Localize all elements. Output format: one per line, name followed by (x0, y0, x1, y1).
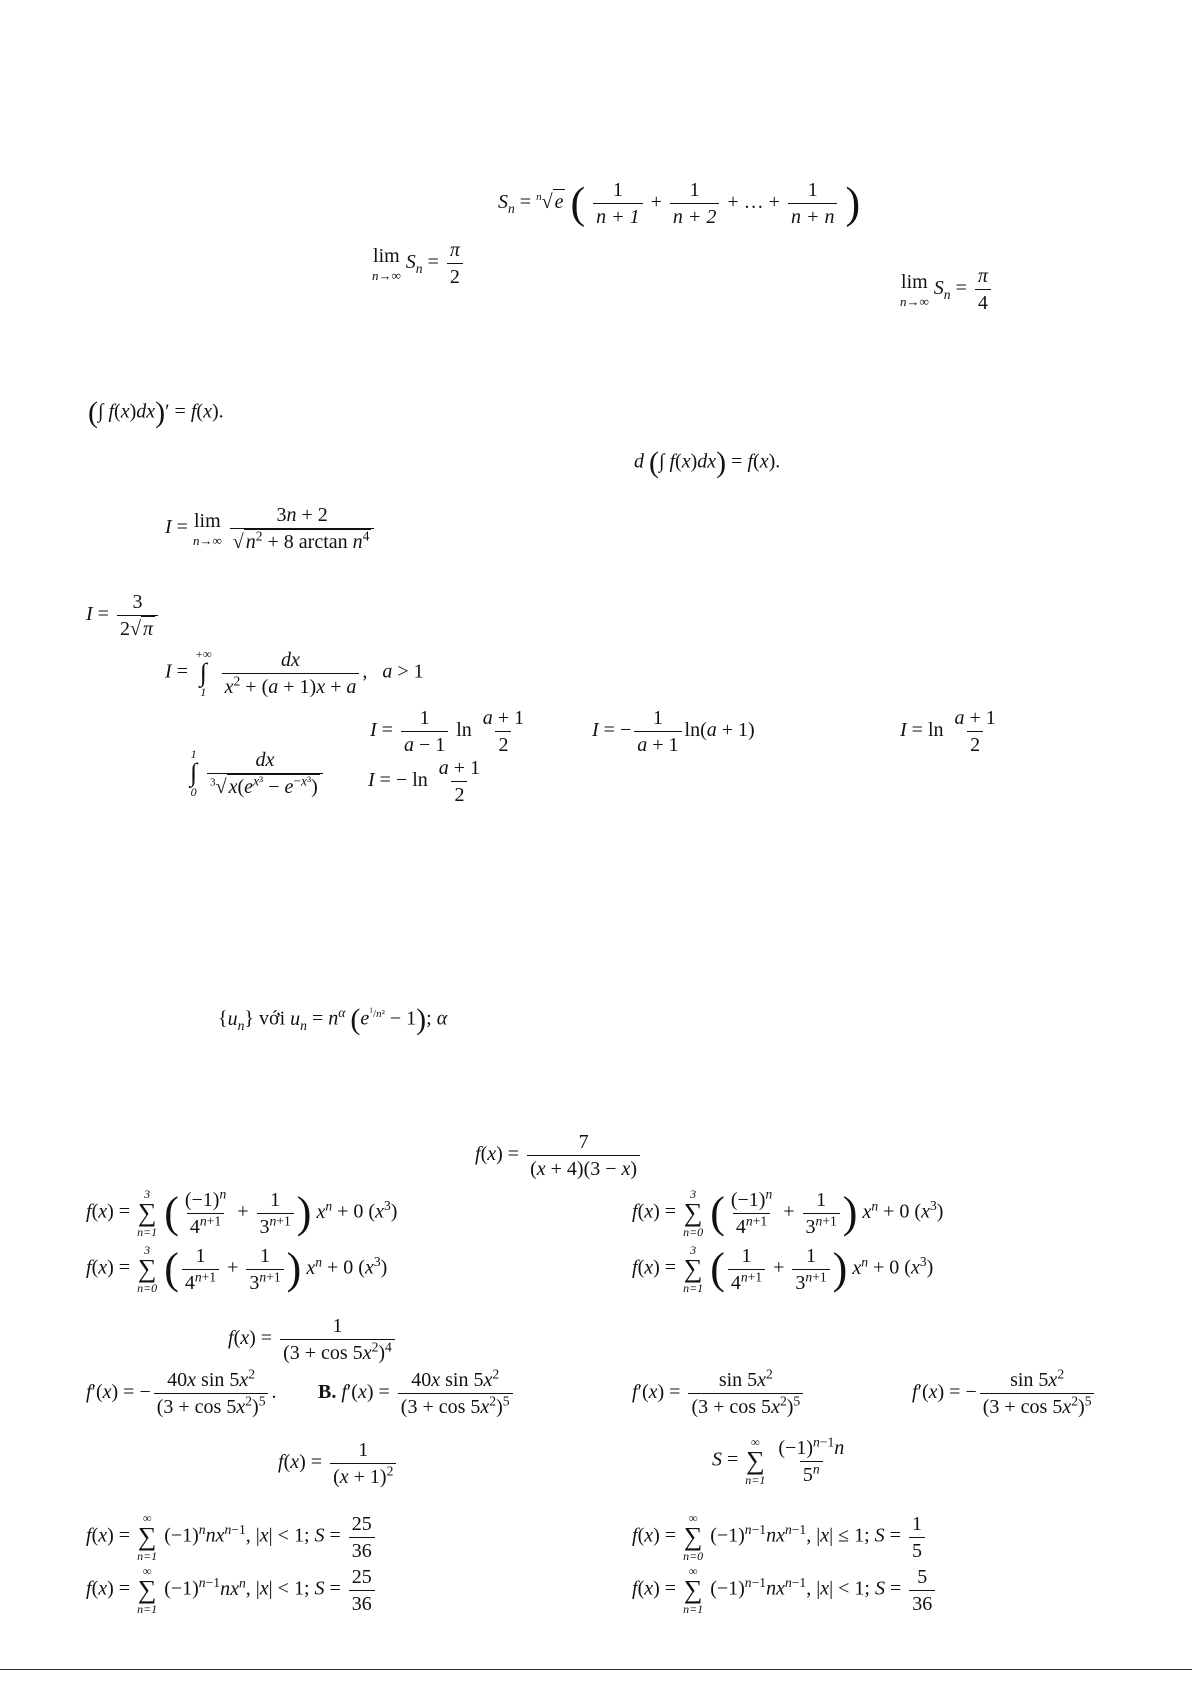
formula-series-a: f(x) = ∞ ∑ n=1 $(-1)^nnx^{n-1}$, |x| < 1; S = $\frac{25}{36}$ (86, 1512, 378, 1562)
formula-i-answer-3: I = ln $\frac{a + 1}{2}$ (900, 707, 996, 756)
formula-taylor-c: f(x) = 3 ∑ n=0 ( $\frac{1}{4^{n+1}}$ + $\frac{1}{3^{n+1}}$ ) $x^n + 0$ $(x^3)$ (86, 1243, 388, 1295)
formula-series-d: f(x) = ∞ ∑ n=1 $(-1)^{n-1}nx^{n-1}$, |x| < 1; S = $\frac{5}{36}$ (632, 1565, 938, 1615)
formula-i-value: I = $\frac{3}{2√ \pi}$ (86, 592, 161, 639)
formula-sn-def: $S_n = ^n√$ e ( $\frac{1}{n + 1}$ + $\frac{1}{n + 2}$ + … + $\frac{1}{n + n}$ ) (498, 178, 861, 228)
formula-improper-integral: I = +∞ ∫ 1 $\frac{dx}{x^2 + (a + 1)x + a}$ , a > 1 (165, 647, 424, 699)
formula-lim-pi-4: lim n→∞ $S_n$ = $\frac{\pi}{4}$ (900, 266, 994, 313)
formula-deriv-a: f′(x) = − $\frac{40x \sin 5x^2}{(3 + \cos 5x^2)^5}$ . (86, 1366, 277, 1418)
formula-fx-def: f(x) = $\frac{7}{(x + 4)(3 - x)}$ (475, 1132, 643, 1179)
formula-lim-pi-2: lim n→∞ $S_n$ = $\frac{\pi}{2}$ (372, 240, 466, 287)
formula-integral-derivative: (∫ f(x)dx)′ = f(x). (88, 396, 224, 429)
formula-taylor-a: f(x) = 3 ∑ n=1 ( $\frac{(-1)^n}{4^{n+1}}$ + $\frac{1}{3^{n+1}}$ ) $x^n + 0$ $(x^3)$ (86, 1185, 398, 1239)
formula-i-answer-1: I = $\frac{1}{a - 1}$ ln $\frac{a + 1}{2}$ (370, 707, 525, 756)
formula-deriv-d: f′(x) = − $\frac{\sin 5x^2}{(3 + \cos 5x^2)^5}$ (912, 1370, 1097, 1417)
formula-f-inverse-square: f(x) = $\frac{1}{(x + 1)^2}$ (278, 1440, 399, 1487)
formula-d-integral: d (∫ f(x)dx) = f(x). (634, 446, 781, 479)
formula-sequence-un: $\{u_n\}$ với $u_n = n^\alpha$ $(e^{^1/n^2} - 1)$; α (218, 1003, 448, 1036)
page-footer-rule (0, 1669, 1192, 1670)
formula-i-answer-2: I = − $\frac{1}{a + 1}$ ln(a + 1) (592, 707, 755, 756)
formula-i-answer-4: I = − ln $\frac{a + 1}{2}$ (368, 757, 481, 806)
formula-series-b: f(x) = ∞ ∑ n=0 $(-1)^{n-1}nx^{n-1}$, |x| ≤ 1; S = $\frac{1}{5}$ (632, 1512, 928, 1562)
formula-taylor-d: f(x) = 3 ∑ n=1 ( $\frac{1}{4^{n+1}}$ + $\frac{1}{3^{n+1}}$ ) $x^n + 0$ $(x^3)$ (632, 1243, 934, 1295)
formula-integral-0-1: 1 ∫ 0 $\frac{dx}{^3√ x(e^{x^3} - e^{-x^3})}$ (188, 748, 326, 798)
formula-s-sum: S = ∞ ∑ n=1 $\frac{(-1)^{n-1}n}{5^n}$ (712, 1433, 845, 1487)
option-b-label: B. (318, 1381, 337, 1404)
formula-taylor-b: f(x) = 3 ∑ n=0 ( $\frac{(-1)^n}{4^{n+1}}$ + $\frac{1}{3^{n+1}}$ ) $x^n + 0$ $(x^3)$ (632, 1185, 944, 1239)
label-voi: với (259, 1007, 286, 1030)
formula-lim-i: I = lim n→∞ $\frac{3n + 2}{√ n^2 + 8 \arctan n^4}$ (165, 505, 377, 552)
formula-deriv-c: f′(x) = $\frac{\sin 5x^2}{(3 + \cos 5x^2)^5}$ (632, 1370, 806, 1417)
formula-deriv-b: B. f′(x) = $\frac{40x \sin 5x^2}{(3 + \cos 5x^2)^5}$ (318, 1370, 516, 1417)
formula-fcos-def: f(x) = $\frac{1}{(3 + \cos 5x^2)^4}$ (228, 1316, 398, 1363)
formula-series-c: f(x) = ∞ ∑ n=1 $(-1)^{n-1}nx^n$, |x| < 1; S = $\frac{25}{36}$ (86, 1565, 378, 1615)
